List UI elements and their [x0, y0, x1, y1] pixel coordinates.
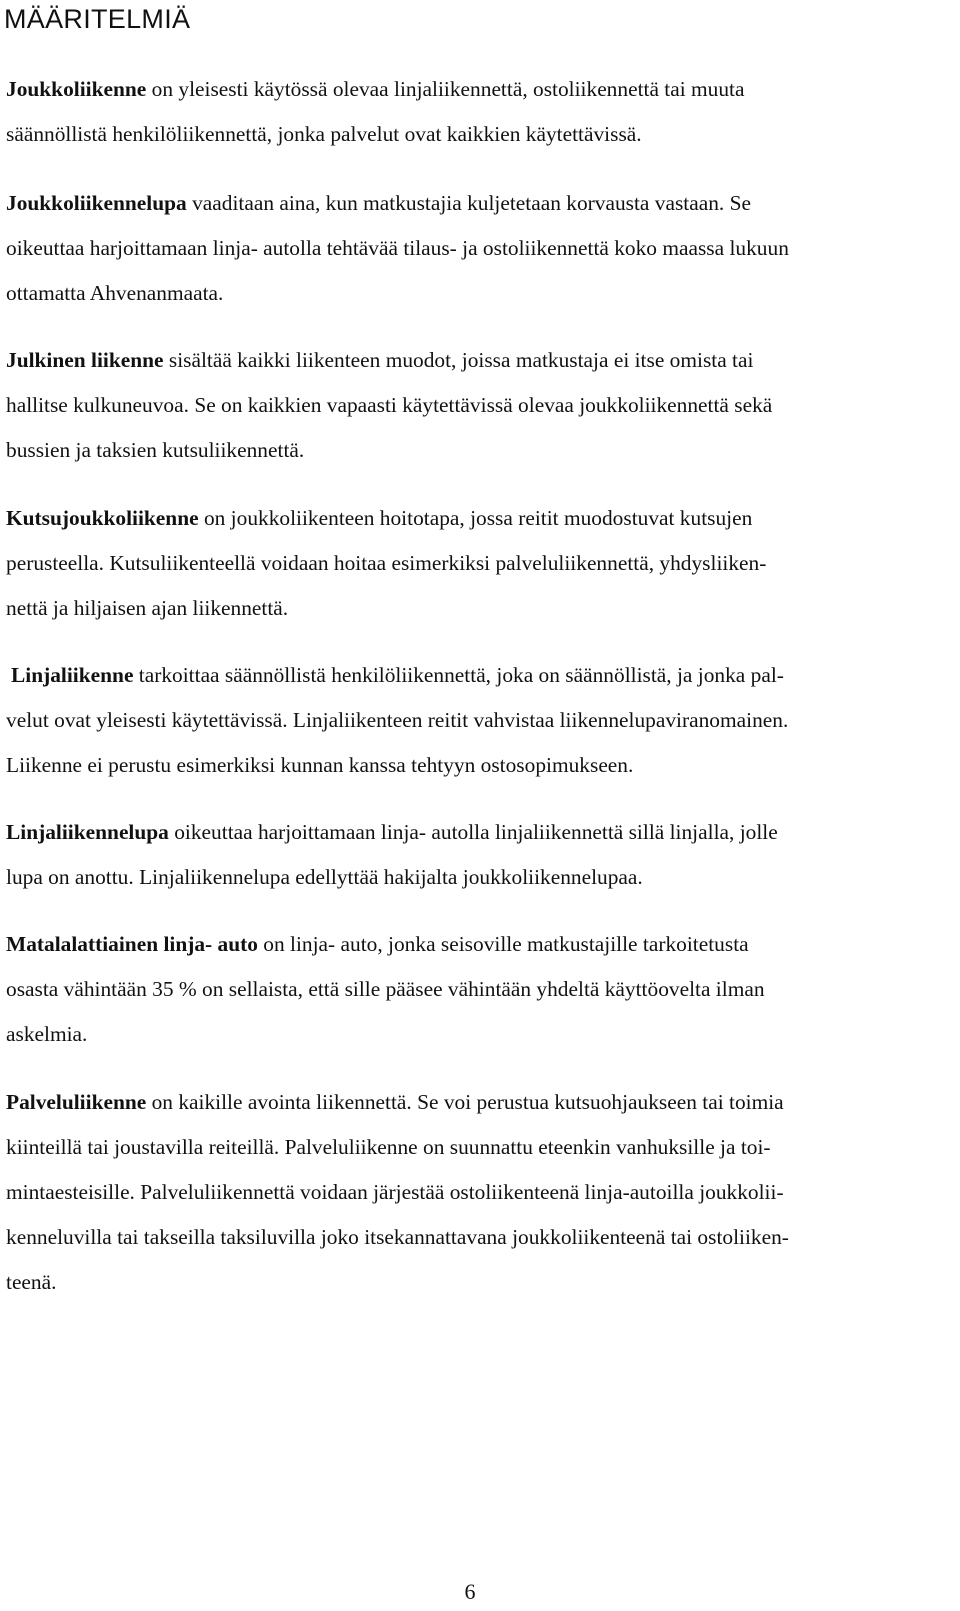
definition-line — [6, 67, 745, 112]
definition-kutsujoukkoliikenne — [6, 496, 766, 631]
definition-line: perusteella. Kutsuliikenteellä voidaan hoitaa esimerkiksi palveluliikennettä, yhdysliiken- — [6, 551, 767, 575]
definition-term: Joukkoliikenne — [6, 77, 147, 101]
definition-term: Palveluliikenne — [6, 1090, 147, 1114]
definition-text: sisältää kaikki liikenteen muodot, joissa matkustaja ei itse omista tai — [163, 348, 754, 372]
definition-text: tarkoittaa säännöllistä henkilöliikennettä, joka on säännöllistä, ja jonka pal- — [133, 663, 784, 687]
definition-line: osasta vähintään 35 % on sellaista, että sille pääsee vähintään yhdeltä käyttöovelta ilman — [6, 977, 765, 1001]
definition-text: oikeuttaa harjoittamaan linja- autolla linjaliikennettä sillä linjalla, jolle — [168, 820, 778, 844]
definition-linjaliikennelupa — [6, 810, 778, 900]
page-heading: MÄÄRITELMIÄ — [4, 4, 191, 34]
definition-term: Julkinen liikenne — [6, 348, 164, 372]
definition-line: kenneluvilla tai takseilla taksiluvilla joko itsekannattavana joukkoliikenteenä tai ostoliiken- — [6, 1225, 789, 1249]
definition-term: Matalalattiainen linja- auto — [6, 932, 258, 956]
definition-line: ottamatta Ahvenanmaata. — [6, 281, 224, 305]
definition-joukkoliikennelupa — [6, 181, 789, 316]
definition-term: Joukkoliikennelupa — [6, 191, 187, 215]
definition-line: säännöllistä henkilöliikennettä, jonka palvelut ovat kaikkien käytettävissä. — [6, 122, 642, 146]
definition-line — [6, 922, 765, 967]
definition-text: on linja- auto, jonka seisoville matkustajille tarkoitetusta — [257, 932, 749, 956]
definition-matalalattiainen-linja-auto — [6, 922, 765, 1057]
definition-line — [6, 338, 772, 383]
definition-line: nettä ja hiljaisen ajan liikennettä. — [6, 596, 289, 620]
definition-line — [6, 181, 789, 226]
definition-line: bussien ja taksien kutsuliikennettä. — [6, 438, 305, 462]
definition-line: lupa on anottu. Linjaliikennelupa edellyttää hakijalta joukkoliikennelupaa. — [6, 865, 643, 889]
page-number: 6 — [464, 1579, 476, 1604]
definition-term: Kutsujoukkoliikenne — [6, 506, 199, 530]
definition-text: on yleisesti käytössä olevaa linjaliikennettä, ostoliikennettä tai muuta — [146, 77, 745, 101]
definition-julkinen-liikenne — [6, 338, 772, 473]
definition-line: askelmia. — [6, 1022, 88, 1046]
definition-line: velut ovat yleisesti käytettävissä. Linjaliikenteen reitit vahvistaa liikennelupaviranomainen. — [6, 708, 789, 732]
definition-line: oikeuttaa harjoittamaan linja- autolla tehtävää tilaus- ja ostoliikennettä koko maassa lukuun — [6, 236, 789, 260]
definition-text: on kaikille avointa liikennettä. Se voi perustua kutsuohjaukseen tai toimia — [146, 1090, 784, 1114]
definition-text: on joukkoliikenteen hoitotapa, jossa reitit muodostuvat kutsujen — [198, 506, 753, 530]
definition-line: mintaesteisille. Palveluliikennettä voidaan järjestää ostoliikenteenä linja-autoilla joukkolii- — [6, 1180, 784, 1204]
definition-line: teenä. — [6, 1270, 57, 1294]
definition-line — [11, 653, 788, 698]
definition-line — [6, 810, 778, 855]
definition-line — [6, 496, 766, 541]
definition-line: kiinteillä tai joustavilla reiteillä. Palveluliikenne on suunnattu eteenkin vanhuksille ja toi- — [6, 1135, 771, 1159]
definition-line: hallitse kulkuneuvoa. Se on kaikkien vapaasti käytettävissä olevaa joukkoliikennettä sekä — [6, 393, 773, 417]
definition-joukkoliikenne — [6, 67, 745, 157]
definition-palveluliikenne — [6, 1080, 789, 1305]
definition-line: Liikenne ei perustu esimerkiksi kunnan kanssa tehtyyn ostosopimukseen. — [6, 753, 634, 777]
definition-term: Linjaliikennelupa — [6, 820, 169, 844]
definition-line — [6, 1080, 789, 1125]
definition-text: vaaditaan aina, kun matkustajia kuljetetaan korvausta vastaan. Se — [186, 191, 751, 215]
definition-linjaliikenne — [6, 653, 789, 788]
definition-term: Linjaliikenne — [11, 663, 134, 687]
